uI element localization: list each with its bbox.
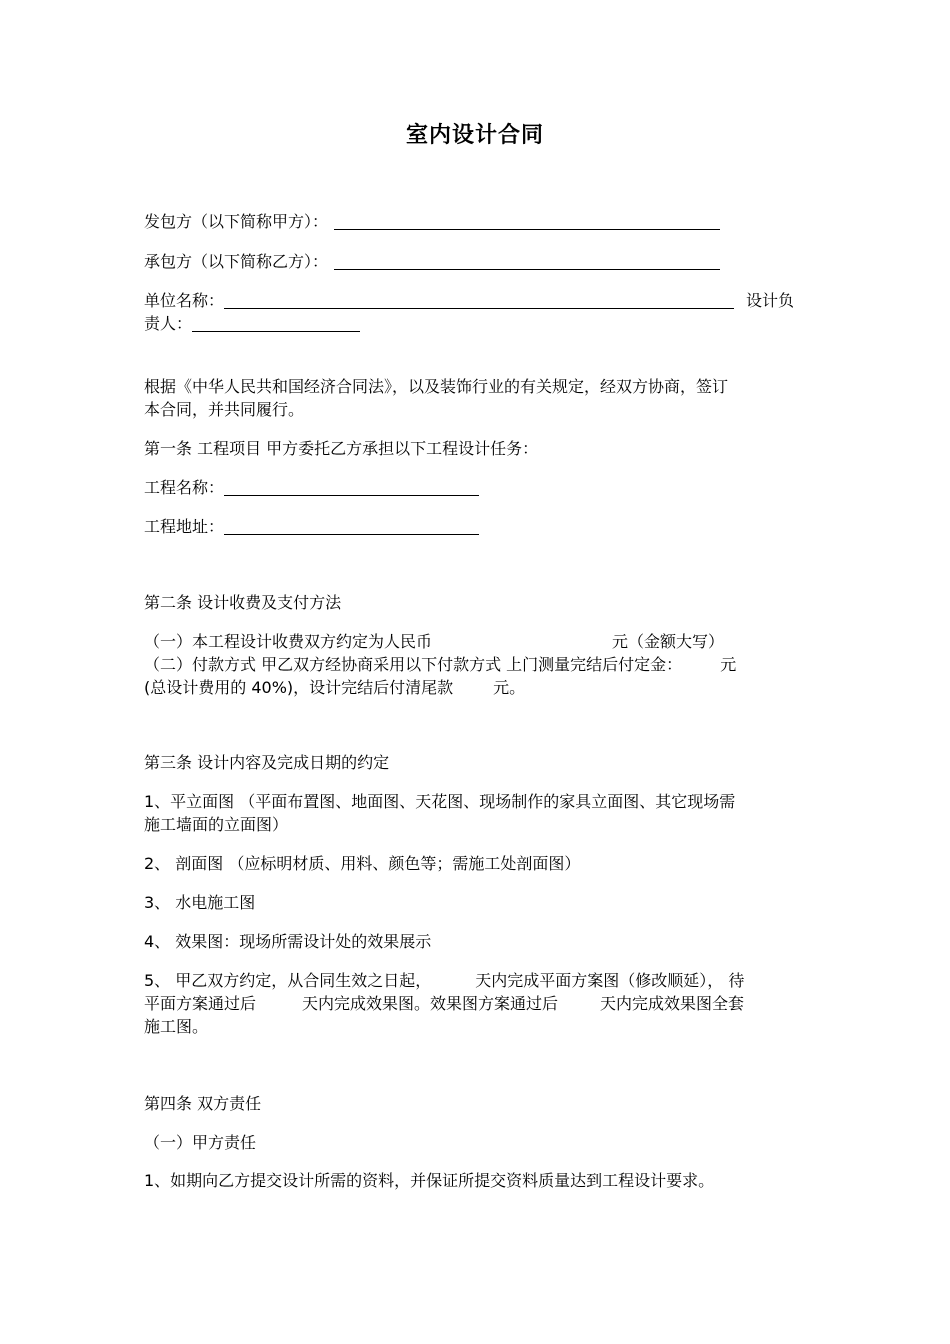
party-b-label: 承包方（以下简称乙方）： bbox=[144, 252, 329, 271]
fee-line-3-b: 元。 bbox=[493, 678, 526, 697]
unit-name-line bbox=[144, 290, 808, 312]
party-a-line bbox=[144, 211, 808, 233]
designer-label-part1: 设计负 bbox=[746, 291, 795, 310]
designer-blank bbox=[192, 315, 360, 332]
fee-line-2-b: 元 bbox=[720, 655, 737, 674]
item1-line-2: 施工墙面的立面图） bbox=[144, 815, 289, 834]
designer-label-part2: 责人： bbox=[144, 314, 193, 333]
fee-line-2-a: （二）付款方式 甲乙双方经协商采用以下付款方式 上门测量完结后付定金： bbox=[144, 655, 683, 674]
article4-heading: 第四条 双方责任 bbox=[144, 1094, 262, 1113]
item5-line-2-c: 天内完成效果图全套 bbox=[600, 994, 745, 1013]
item1-line-1: 1、平立面图 （平面布置图、地面图、天花图、现场制作的家具立面图、其它现场需 bbox=[144, 792, 736, 811]
preamble-line-2: 本合同，并共同履行。 bbox=[144, 400, 305, 419]
designer-line bbox=[144, 313, 808, 335]
party-a-duty-heading: （一）甲方责任 bbox=[144, 1133, 257, 1152]
fee-line-1-b: 元（金额大写） bbox=[612, 632, 725, 651]
project-address-line bbox=[144, 516, 808, 538]
project-address-label: 工程地址： bbox=[144, 517, 225, 536]
document-title: 室内设计合同 bbox=[405, 123, 544, 148]
item5-line-1-b: 天内完成平面方案图（修改顺延）， 待 bbox=[475, 971, 745, 990]
project-name-line bbox=[144, 477, 808, 499]
preamble-line-1: 根据《中华人民共和国经济合同法》，以及装饰行业的有关规定，经双方协商，签订 bbox=[144, 377, 729, 396]
item5-line-1-a: 5、 甲乙双方约定，从合同生效之日起， bbox=[144, 971, 432, 990]
fee-line-3-a: (总设计费用的 40%)，设计完结后付清尾款 bbox=[144, 678, 454, 697]
item5-line-3: 施工图。 bbox=[144, 1017, 209, 1036]
project-name-label: 工程名称： bbox=[144, 478, 225, 497]
project-name-blank bbox=[224, 479, 479, 496]
fee-line-2 bbox=[144, 654, 808, 676]
item5-line-2-b: 天内完成效果图。效果图方案通过后 bbox=[302, 994, 559, 1013]
article2-heading: 第二条 设计收费及支付方法 bbox=[144, 593, 342, 612]
project-address-blank bbox=[224, 518, 479, 535]
fee-line-1 bbox=[144, 631, 808, 653]
party-b-blank bbox=[334, 253, 720, 270]
party-a-blank bbox=[334, 213, 720, 230]
item5-line-1 bbox=[144, 970, 808, 992]
item5-line-2-a: 平面方案通过后 bbox=[144, 994, 257, 1013]
fee-line-1-a: （一）本工程设计收费双方约定为人民币 bbox=[144, 632, 433, 651]
unit-name-label: 单位名称： bbox=[144, 291, 225, 310]
fee-line-3 bbox=[144, 677, 808, 699]
item2: 2、 剖面图 （应标明材质、用料、颜色等；需施工处剖面图） bbox=[144, 854, 581, 873]
item5-line-2 bbox=[144, 993, 808, 1015]
item4: 4、 效果图：现场所需设计处的效果展示 bbox=[144, 932, 432, 951]
article1-heading: 第一条 工程项目 甲方委托乙方承担以下工程设计任务： bbox=[144, 439, 539, 458]
party-a-duty-1: 1、如期向乙方提交设计所需的资料，并保证所提交资料质量达到工程设计要求。 bbox=[144, 1171, 715, 1190]
party-a-label: 发包方（以下简称甲方）： bbox=[144, 212, 329, 231]
article3-heading: 第三条 设计内容及完成日期的约定 bbox=[144, 753, 390, 772]
party-b-line bbox=[144, 251, 808, 273]
unit-name-blank bbox=[224, 292, 734, 309]
item3: 3、 水电施工图 bbox=[144, 893, 256, 912]
